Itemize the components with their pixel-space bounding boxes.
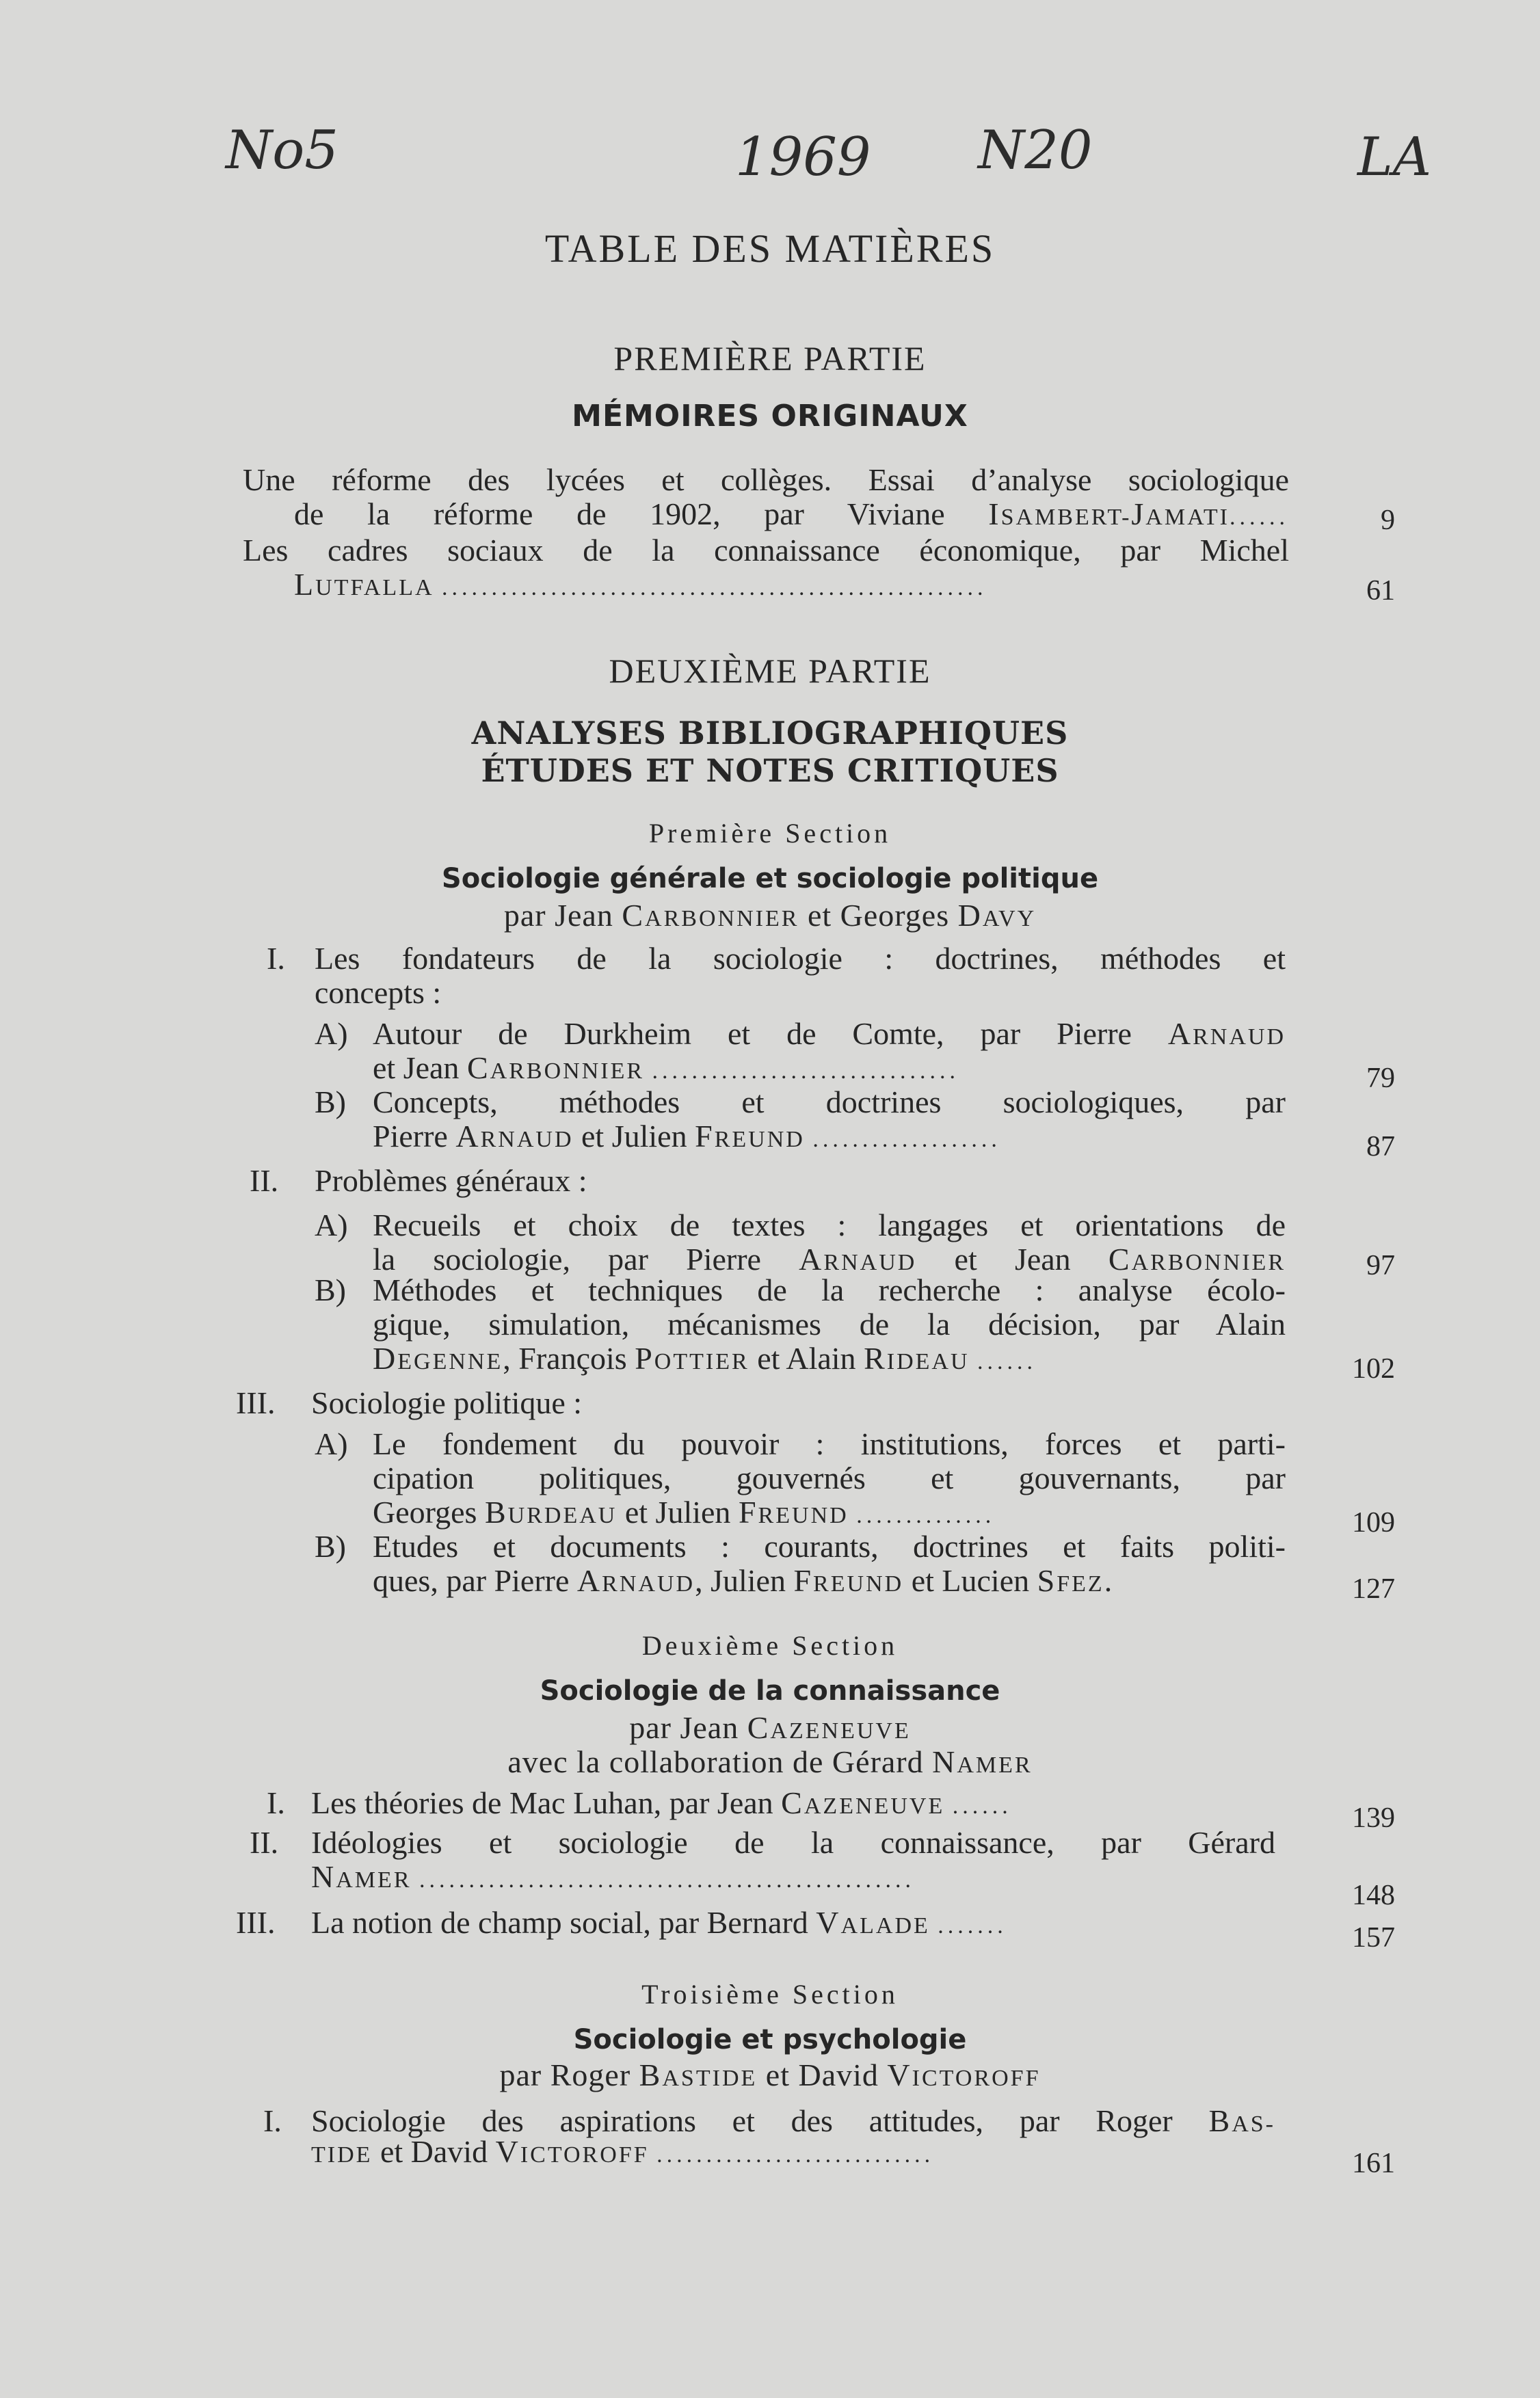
section2-III-page: 157: [1352, 1922, 1395, 1954]
section3-title: Sociologie et psychologie: [573, 2024, 967, 2055]
section1-III-number: III.: [236, 1385, 276, 1420]
section1-IIIA-line2: cipation politiques, gouvernés et gouvernants, par: [373, 1461, 1286, 1495]
part1-entry2-line1: Les cadres sociaux de la connaissance économique, par Michel: [243, 533, 1289, 568]
section1-IIIB-line1: Etudes et documents : courants, doctrines et faits politi-: [373, 1529, 1286, 1564]
section2-title: Sociologie de la connaissance: [540, 1675, 1000, 1707]
section3-I-line2: TIDE et David VICTOROFF ............................: [311, 2134, 935, 2169]
section1-IB-line2: Pierre ARNAUD et Julien FREUND ...................: [373, 1119, 1001, 1154]
part1-entry2-line2: LUTFALLA .......................................................: [294, 567, 987, 602]
section1-IIIA-line1: Le fondement du pouvoir : institutions, forces et parti-: [373, 1426, 1286, 1461]
part1-entry2-page: 61: [1366, 575, 1395, 607]
section1-I-line1: Les fondateurs de la sociologie : doctrines, méthodes et: [315, 941, 1286, 976]
section1-II-line1: Problèmes généraux :: [315, 1163, 587, 1198]
section1-IIIA-letter: A): [315, 1426, 348, 1461]
section1-IIIB-line2: ques, par Pierre ARNAUD, Julien FREUND et Lucien SFEZ.: [373, 1563, 1113, 1598]
part1-entry1-line1: Une réforme des lycées et collèges. Essai d’analyse sociologique: [243, 462, 1289, 497]
section1-I-line2: concepts :: [315, 975, 442, 1010]
section1-IB-letter: B): [315, 1084, 346, 1119]
handwritten-note-left: No5: [226, 120, 338, 181]
handwritten-note-number: N20: [978, 120, 1093, 181]
section1-IIB-line3: DEGENNE, François POTTIER et Alain RIDEAU ......: [373, 1341, 1037, 1376]
handwritten-note-year: 1969: [735, 126, 871, 188]
section1-IIA-line1: Recueils et choix de textes : langages et orientations de: [373, 1208, 1286, 1242]
section1-IIIB-letter: B): [315, 1529, 346, 1564]
section2-byline: par Jean CAZENEUVE: [629, 1710, 911, 1745]
section1-I-number: I.: [267, 941, 285, 976]
section2-II-number: II.: [250, 1825, 279, 1860]
section1-IIB-page: 102: [1352, 1353, 1395, 1385]
section1-IIIB-page: 127: [1352, 1573, 1395, 1605]
page-title: TABLE DES MATIÈRES: [544, 226, 996, 271]
section1-IIIA-line3: Georges BURDEAU et Julien FREUND ..............: [373, 1495, 996, 1530]
handwritten-note-right: LA: [1357, 126, 1432, 188]
section2-I-page: 139: [1352, 1802, 1395, 1834]
section2-III-line: La notion de champ social, par Bernard VALADE .......: [311, 1905, 1007, 1940]
section2-label: Deuxième Section: [641, 1630, 899, 1661]
section2-III-number: III.: [236, 1905, 276, 1940]
section1-IIB-line2: gique, simulation, mécanismes de la décision, par Alain: [373, 1307, 1286, 1342]
section2-II-page: 148: [1352, 1880, 1395, 1911]
part2-heading: DEUXIÈME PARTIE: [609, 652, 931, 690]
section3-I-page: 161: [1352, 2148, 1395, 2179]
section1-byline: par Jean CARBONNIER et Georges DAVY: [503, 898, 1037, 933]
section1-IB-line1: Concepts, méthodes et doctrines sociologiques, par: [373, 1084, 1286, 1119]
section1-IA-page: 79: [1366, 1063, 1395, 1094]
section1-IA-letter: A): [315, 1016, 348, 1051]
section1-IA-line1: Autour de Durkheim et de Comte, par Pierre ARNAUD: [373, 1016, 1286, 1051]
section1-III-line1: Sociologie politique :: [311, 1385, 583, 1420]
section1-title: Sociologie générale et sociologie politique: [441, 863, 1099, 894]
section1-IIA-line2: la sociologie, par Pierre ARNAUD et Jean CARBONNIER: [373, 1242, 1286, 1277]
section1-IIB-line1: Méthodes et techniques de la recherche : analyse écolo-: [373, 1273, 1286, 1307]
section2-collaboration: avec la collaboration de Gérard NAMER: [507, 1744, 1033, 1779]
section1-IA-line2: et Jean CARBONNIER ...............................: [373, 1050, 960, 1085]
section1-IIA-page: 97: [1366, 1250, 1395, 1281]
section2-I-number: I.: [267, 1785, 285, 1820]
section1-II-number: II.: [250, 1163, 279, 1198]
part1-heading: PREMIÈRE PARTIE: [613, 339, 927, 377]
section3-label: Troisième Section: [641, 1979, 899, 2010]
section1-label: Première Section: [648, 818, 892, 849]
section3-I-line1: Sociologie des aspirations et des attitudes, par Roger BAS-: [311, 2103, 1275, 2138]
part2-subheading-2: ÉTUDES ET NOTES CRITIQUES: [481, 752, 1059, 789]
part2-subheading-1: ANALYSES BIBLIOGRAPHIQUES: [471, 715, 1069, 751]
section1-IB-page: 87: [1366, 1131, 1395, 1162]
section3-byline: par Roger BASTIDE et David VICTOROFF: [499, 2057, 1041, 2092]
section2-II-line2: NAMER ..................................................: [311, 1859, 915, 1894]
section2-II-line1: Idéologies et sociologie de la connaissance, par Gérard: [311, 1825, 1275, 1860]
part1-subheading: MÉMOIRES ORIGINAUX: [572, 399, 968, 434]
section1-IIIA-page: 109: [1352, 1507, 1395, 1538]
section1-IIA-letter: A): [315, 1208, 348, 1242]
section3-I-number: I.: [263, 2103, 282, 2138]
part1-entry1-line2: de la réforme de 1902, par Viviane ISAMBERT-JAMATI......: [294, 496, 1289, 531]
section1-IIB-letter: B): [315, 1273, 346, 1307]
part1-entry1-page: 9: [1381, 505, 1395, 536]
section2-I-line: Les théories de Mac Luhan, par Jean CAZENEUVE ......: [311, 1785, 1012, 1820]
